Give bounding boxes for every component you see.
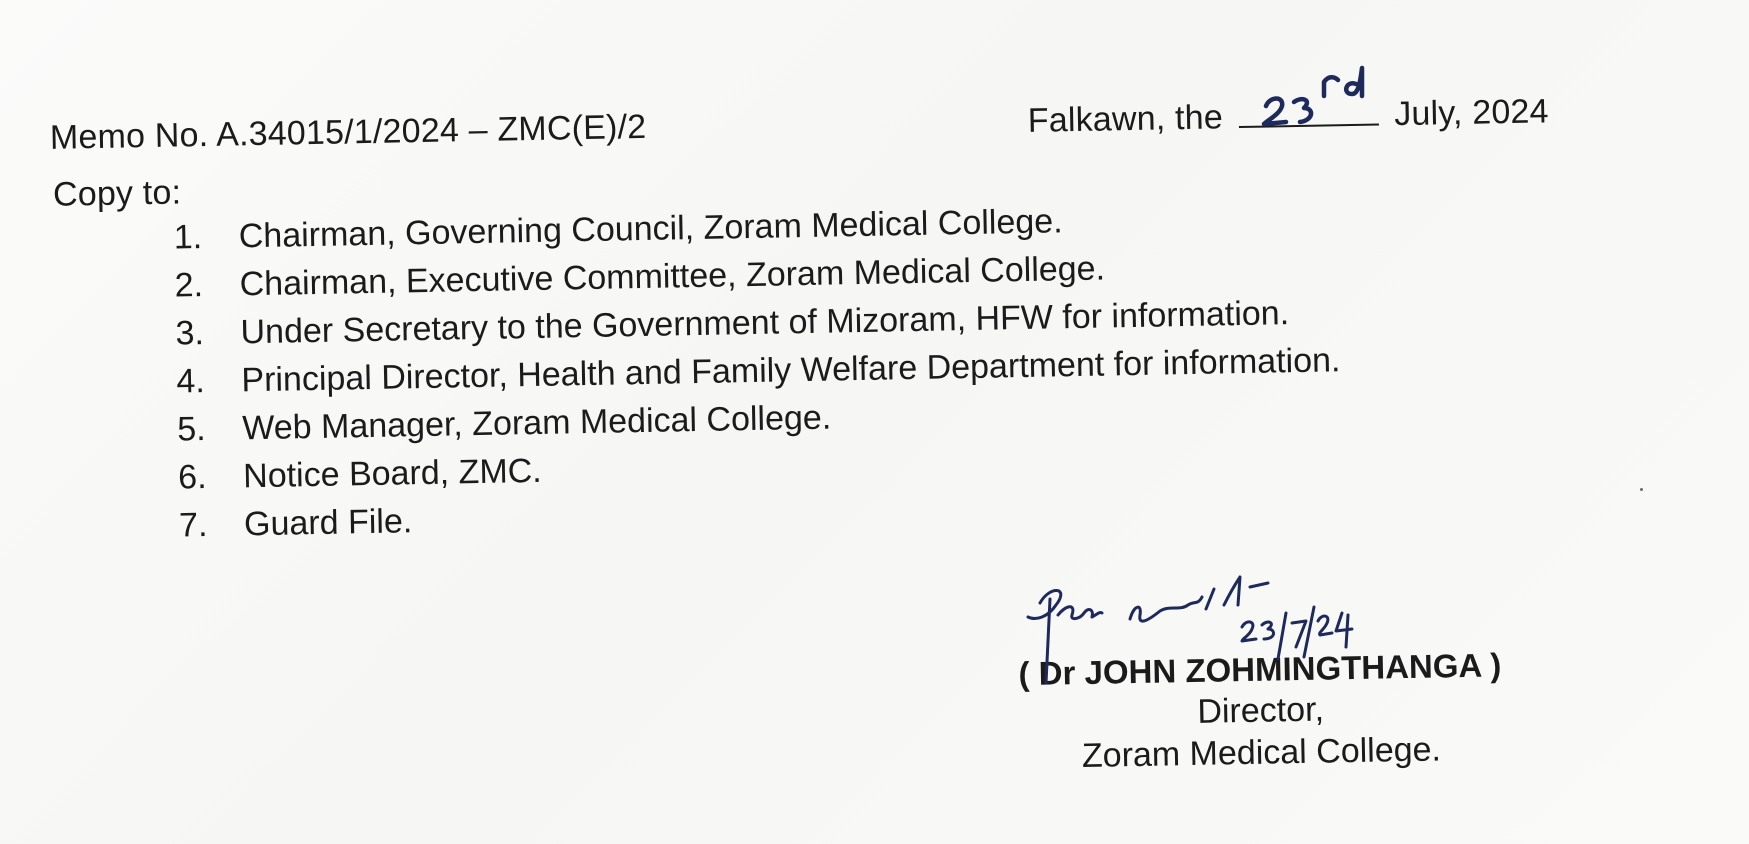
list-item-text: Under Secretary to the Government of Mizoram, HFW for information. — [240, 294, 1290, 352]
list-item-text: Chairman, Governing Council, Zoram Medical College. — [238, 202, 1063, 256]
list-item-text: Chairman, Executive Committee, Zoram Medical College. — [239, 249, 1106, 304]
list-item-text: Notice Board, ZMC. — [242, 451, 543, 496]
list-item-number: 7. — [178, 505, 208, 545]
date-month-year: July, 2024 — [1393, 92, 1550, 134]
copy-to-list — [173, 196, 1343, 553]
signatory-organization: Zoram Medical College. — [1081, 730, 1442, 776]
signatory-name: ( Dr JOHN ZOHMINGTHANGA ) — [1018, 646, 1502, 693]
list-item-number: 6. — [177, 458, 207, 497]
date-place-prefix: Falkawn, the — [1027, 98, 1224, 140]
list-item-number: 4. — [176, 362, 206, 401]
list-item-number: 2. — [174, 266, 204, 305]
list-item-number: 5. — [176, 410, 207, 449]
memo-number: Memo No. A.34015/1/2024 – ZMC(E)/2 — [49, 107, 647, 157]
copy-to-heading: Copy to: — [52, 173, 182, 214]
paper-speck — [1640, 488, 1643, 491]
list-item-number: 3. — [175, 314, 205, 353]
list-item-text: Web Manager, Zoram Medical College. — [241, 398, 832, 448]
handwritten-date-day — [1258, 62, 1398, 132]
director-signature — [1010, 575, 1410, 685]
signatory-designation: Director, — [1197, 690, 1325, 731]
list-item-text: Principal Director, Health and Family Welfare Department for information. — [241, 341, 1341, 400]
list-item-number: 1. — [173, 218, 203, 257]
list-item-text: Guard File. — [243, 502, 413, 544]
